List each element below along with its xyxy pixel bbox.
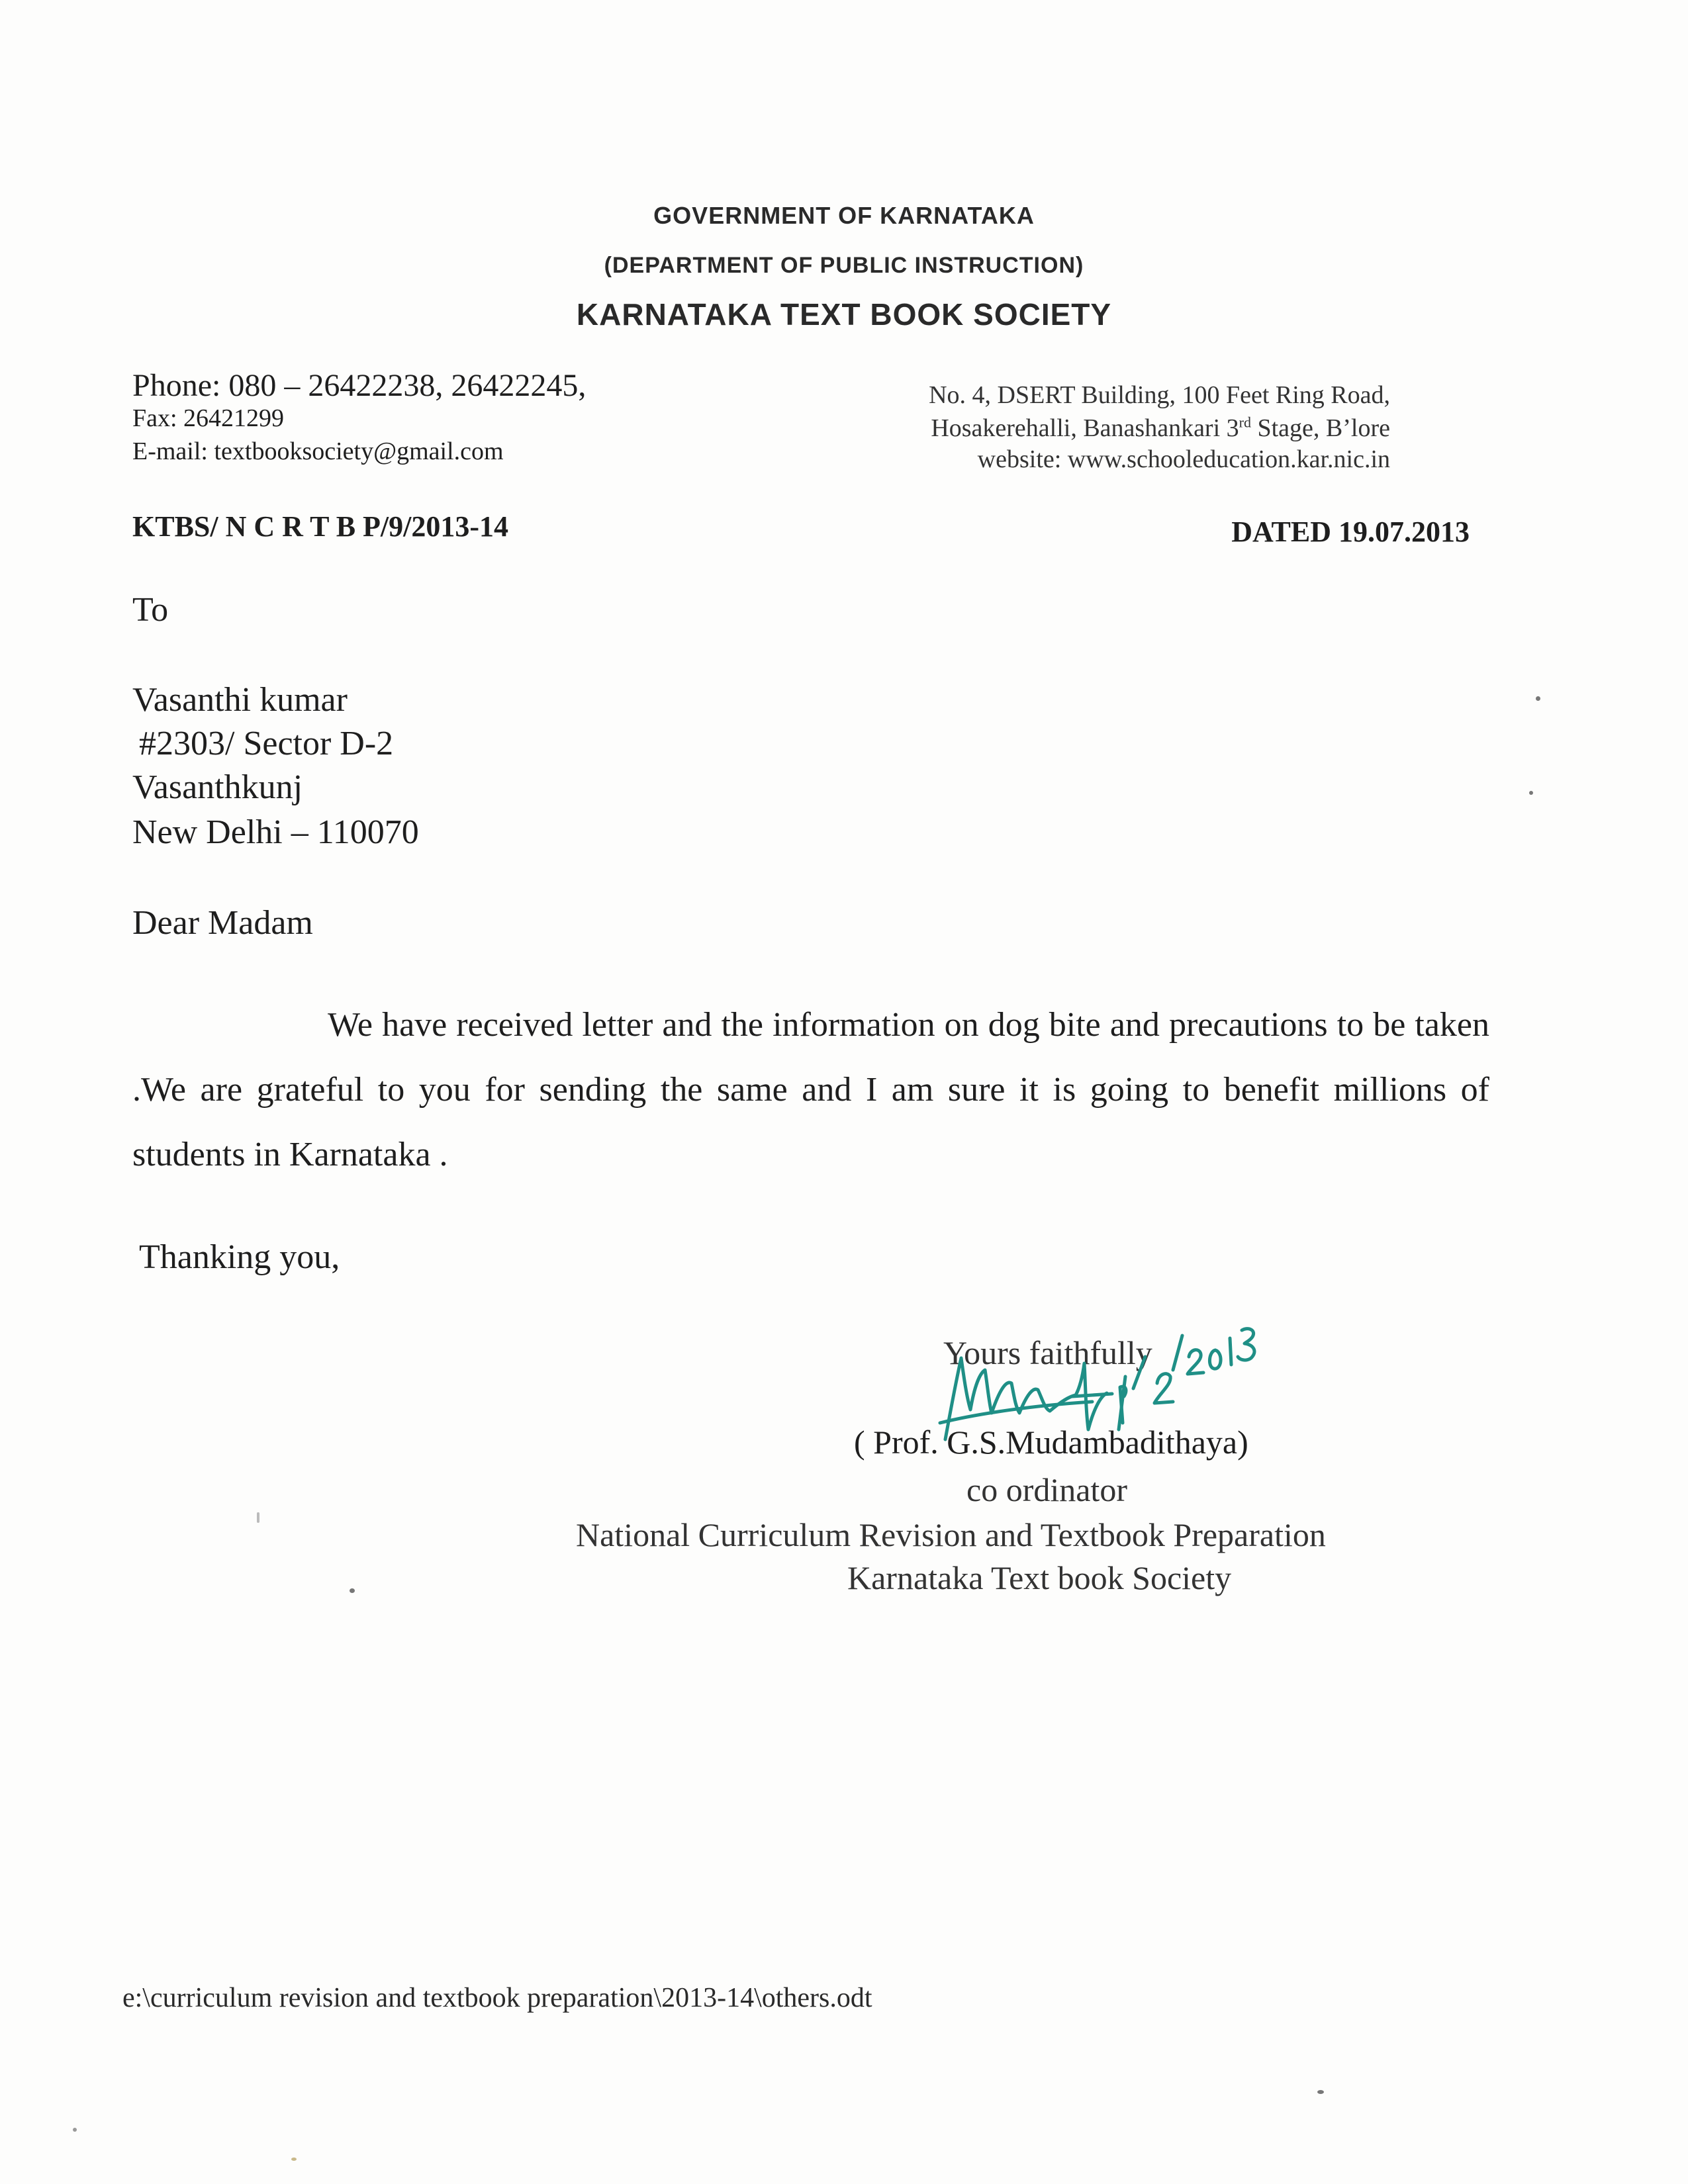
file-path-footer: e:\curriculum revision and textbook preparation\2013-14\others.odt	[122, 1983, 872, 2013]
recipient-name: Vasanthi kumar	[132, 681, 348, 719]
contact-fax: Fax: 26421299	[132, 404, 285, 432]
scan-speck	[1317, 2090, 1324, 2094]
signer-name: ( Prof. G.S.Mudambadithaya)	[854, 1424, 1248, 1461]
letter-body: We have received letter and the information on dog bite and precautions to be taken .We are grateful to you for sending the same and I am sure it is going to benefit millions of students in Karnataka .	[132, 1006, 1489, 1173]
header-society: KARNATAKA TEXT BOOK SOCIETY	[576, 297, 1112, 332]
recipient-address-line3: New Delhi – 110070	[132, 813, 419, 851]
office-website: website: www.schooleducation.kar.nic.in	[977, 445, 1390, 473]
header-government: GOVERNMENT OF KARNATAKA	[653, 202, 1035, 229]
signer-role: co ordinator	[966, 1471, 1127, 1508]
office-address-line2	[931, 414, 1390, 443]
to-label: To	[132, 591, 169, 629]
reference-number: KTBS/ N C R T B P/9/2013-14	[132, 510, 509, 543]
thanks-line: Thanking you,	[139, 1238, 340, 1276]
scan-speck	[73, 2128, 77, 2132]
scan-speck	[1529, 791, 1533, 795]
recipient-address-line1: #2303/ Sector D-2	[139, 725, 394, 762]
complimentary-close: Yours faithfully	[943, 1334, 1152, 1371]
office-address-line2-main: Hosakerehalli, Banashankari 3	[931, 414, 1239, 442]
signer-society: Karnataka Text book Society	[847, 1559, 1232, 1596]
scan-speck	[257, 1512, 259, 1523]
scan-speck	[350, 1588, 355, 1593]
recipient-address-line2: Vasanthkunj	[132, 768, 303, 806]
signer-department: National Curriculum Revision and Textbook Preparation	[576, 1516, 1326, 1553]
contact-phone: Phone: 080 – 26422238, 26422245,	[132, 368, 586, 403]
office-address-line1: No. 4, DSERT Building, 100 Feet Ring Road,	[929, 381, 1390, 409]
scan-speck	[291, 2158, 297, 2161]
header-department: (DEPARTMENT OF PUBLIC INSTRUCTION)	[604, 253, 1084, 278]
scan-speck	[1536, 696, 1540, 701]
office-address-line2-end: Stage, B’lore	[1250, 414, 1390, 442]
salutation: Dear Madam	[132, 904, 313, 942]
ordinal-suffix: rd	[1239, 414, 1251, 431]
letter-date: DATED 19.07.2013	[1231, 516, 1470, 548]
handwritten-signature	[927, 1324, 1297, 1456]
contact-email: E-mail: textbooksociety@gmail.com	[132, 437, 504, 465]
